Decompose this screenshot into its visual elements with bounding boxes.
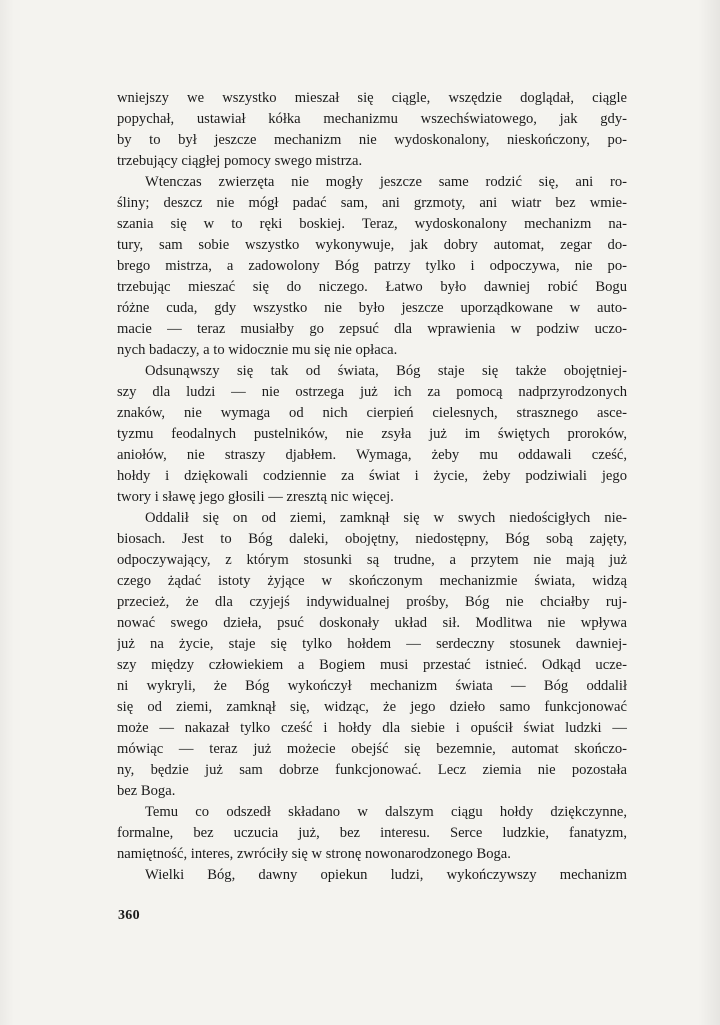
text-line: się od ziemi, zamknął się, widząc, że jego dzieło samo funkcjonować: [117, 699, 627, 715]
text-line: trzebując mieszać się do niczego. Łatwo było dawniej robić Bogu: [117, 279, 627, 295]
page-number: 360: [118, 908, 140, 923]
paragraph: [117, 172, 627, 361]
text-line: może — nakazał tylko cześć i hołdy dla siebie i opuścił świat ludzki —: [117, 720, 627, 736]
book-page-text: [117, 88, 627, 886]
text-line: bez Boga.: [117, 783, 176, 799]
text-line: Wielki Bóg, dawny opiekun ludzi, wykończywszy mechanizm: [145, 867, 627, 883]
text-line: czego żądać istoty żyjące w skończonym mechanizmie świata, widzą: [117, 573, 627, 589]
text-line: już na życie, staje się tylko hołdem — serdeczny stosunek dawniej-: [117, 636, 627, 652]
text-line: tury, sam sobie wszystko wykonywuje, jak dobry automat, zegar do-: [117, 237, 627, 253]
text-line: ni wykryli, że Bóg wykończył mechanizm świata — Bóg oddalił: [117, 678, 627, 694]
text-line: biosach. Jest to Bóg daleki, obojętny, niedostępny, Bóg sobą zajęty,: [117, 531, 627, 547]
text-line: by to był jeszcze mechanizm nie wydoskonalony, nieskończony, po-: [117, 132, 627, 148]
text-line: mówiąc — teraz już możecie obejść się bezemnie, automat skończo-: [117, 741, 627, 757]
text-line: Oddalił się on od ziemi, zamknął się w swych niedościgłych nie-: [145, 510, 627, 526]
text-line: aniołów, nie straszy djabłem. Wymaga, żeby mu oddawali cześć,: [117, 447, 627, 463]
text-line: brego mistrza, a zadowolony Bóg patrzy tylko i odpoczywa, nie po-: [117, 258, 627, 274]
paragraph: [117, 88, 627, 172]
text-line: nować swego dzieła, psuć doskonały układ sił. Modlitwa nie wpływa: [117, 615, 627, 631]
text-line: nych badaczy, a to widocznie mu się nie opłaca.: [117, 342, 398, 358]
text-line: przecież, że dla czyjejś indywidualnej prośby, Bóg nie chciałby ruj-: [117, 594, 627, 610]
text-line: Temu co odszedł składano w dalszym ciągu hołdy dziękczynne,: [145, 804, 627, 820]
text-line: znaków, nie wymaga od nich cierpień cielesnych, strasznego asce-: [117, 405, 627, 421]
text-line: formalne, bez uczucia już, bez interesu. Serce ludzkie, fanatyzm,: [117, 825, 627, 841]
text-line: Wtenczas zwierzęta nie mogły jeszcze same rodzić się, ani ro-: [145, 174, 627, 190]
text-line: śliny; deszcz nie mógł padać sam, ani grzmoty, ani wiatr bez wmie-: [117, 195, 627, 211]
text-line: namiętność, interes, zwróciły się w stronę nowonarodzonego Boga.: [117, 846, 511, 862]
text-line: tyzmu feodalnych pustelników, nie zsyła już im świętych proroków,: [117, 426, 627, 442]
text-line: popychał, ustawiał kółka mechanizmu wszechświatowego, jak gdy-: [117, 111, 627, 127]
paragraph: [117, 865, 627, 886]
text-line: szy między człowiekiem a Bogiem musi przestać istnieć. Odkąd ucze-: [117, 657, 627, 673]
scan-shadow-left: [0, 0, 14, 1025]
paragraph: [117, 361, 627, 508]
text-line: hołdy i dziękowali codziennie za świat i życie, żeby podziwiali jego: [117, 468, 627, 484]
text-line: twory i sławę jego głosili — zresztą nic więcej.: [117, 489, 394, 505]
paragraph: [117, 508, 627, 802]
text-line: Odsunąwszy się tak od świata, Bóg staje się także obojętniej-: [145, 363, 627, 379]
text-line: szania się w to ręki boskiej. Teraz, wydoskonalony mechanizm na-: [117, 216, 627, 232]
text-line: macie — teraz musiałby go zepsuć dla wprawienia w podziw uczo-: [117, 321, 627, 337]
text-line: ny, będzie już sam dobrze funkcjonować. Lecz ziemia nie pozostała: [117, 762, 627, 778]
text-line: różne cuda, gdy wszystko nie było jeszcze uporządkowane w auto-: [117, 300, 627, 316]
text-line: trzebujący ciągłej pomocy swego mistrza.: [117, 153, 363, 169]
text-line: szy dla ludzi — nie ostrzega już ich za pomocą nadprzyrodzonych: [117, 384, 627, 400]
text-line: wniejszy we wszystko mieszał się ciągle, wszędzie doglądał, ciągle: [117, 90, 627, 106]
paragraph: [117, 802, 627, 865]
scan-shadow-right: [698, 0, 720, 1025]
text-line: odpoczywający, z którym stosunki są trudne, a przytem nie mają już: [117, 552, 627, 568]
